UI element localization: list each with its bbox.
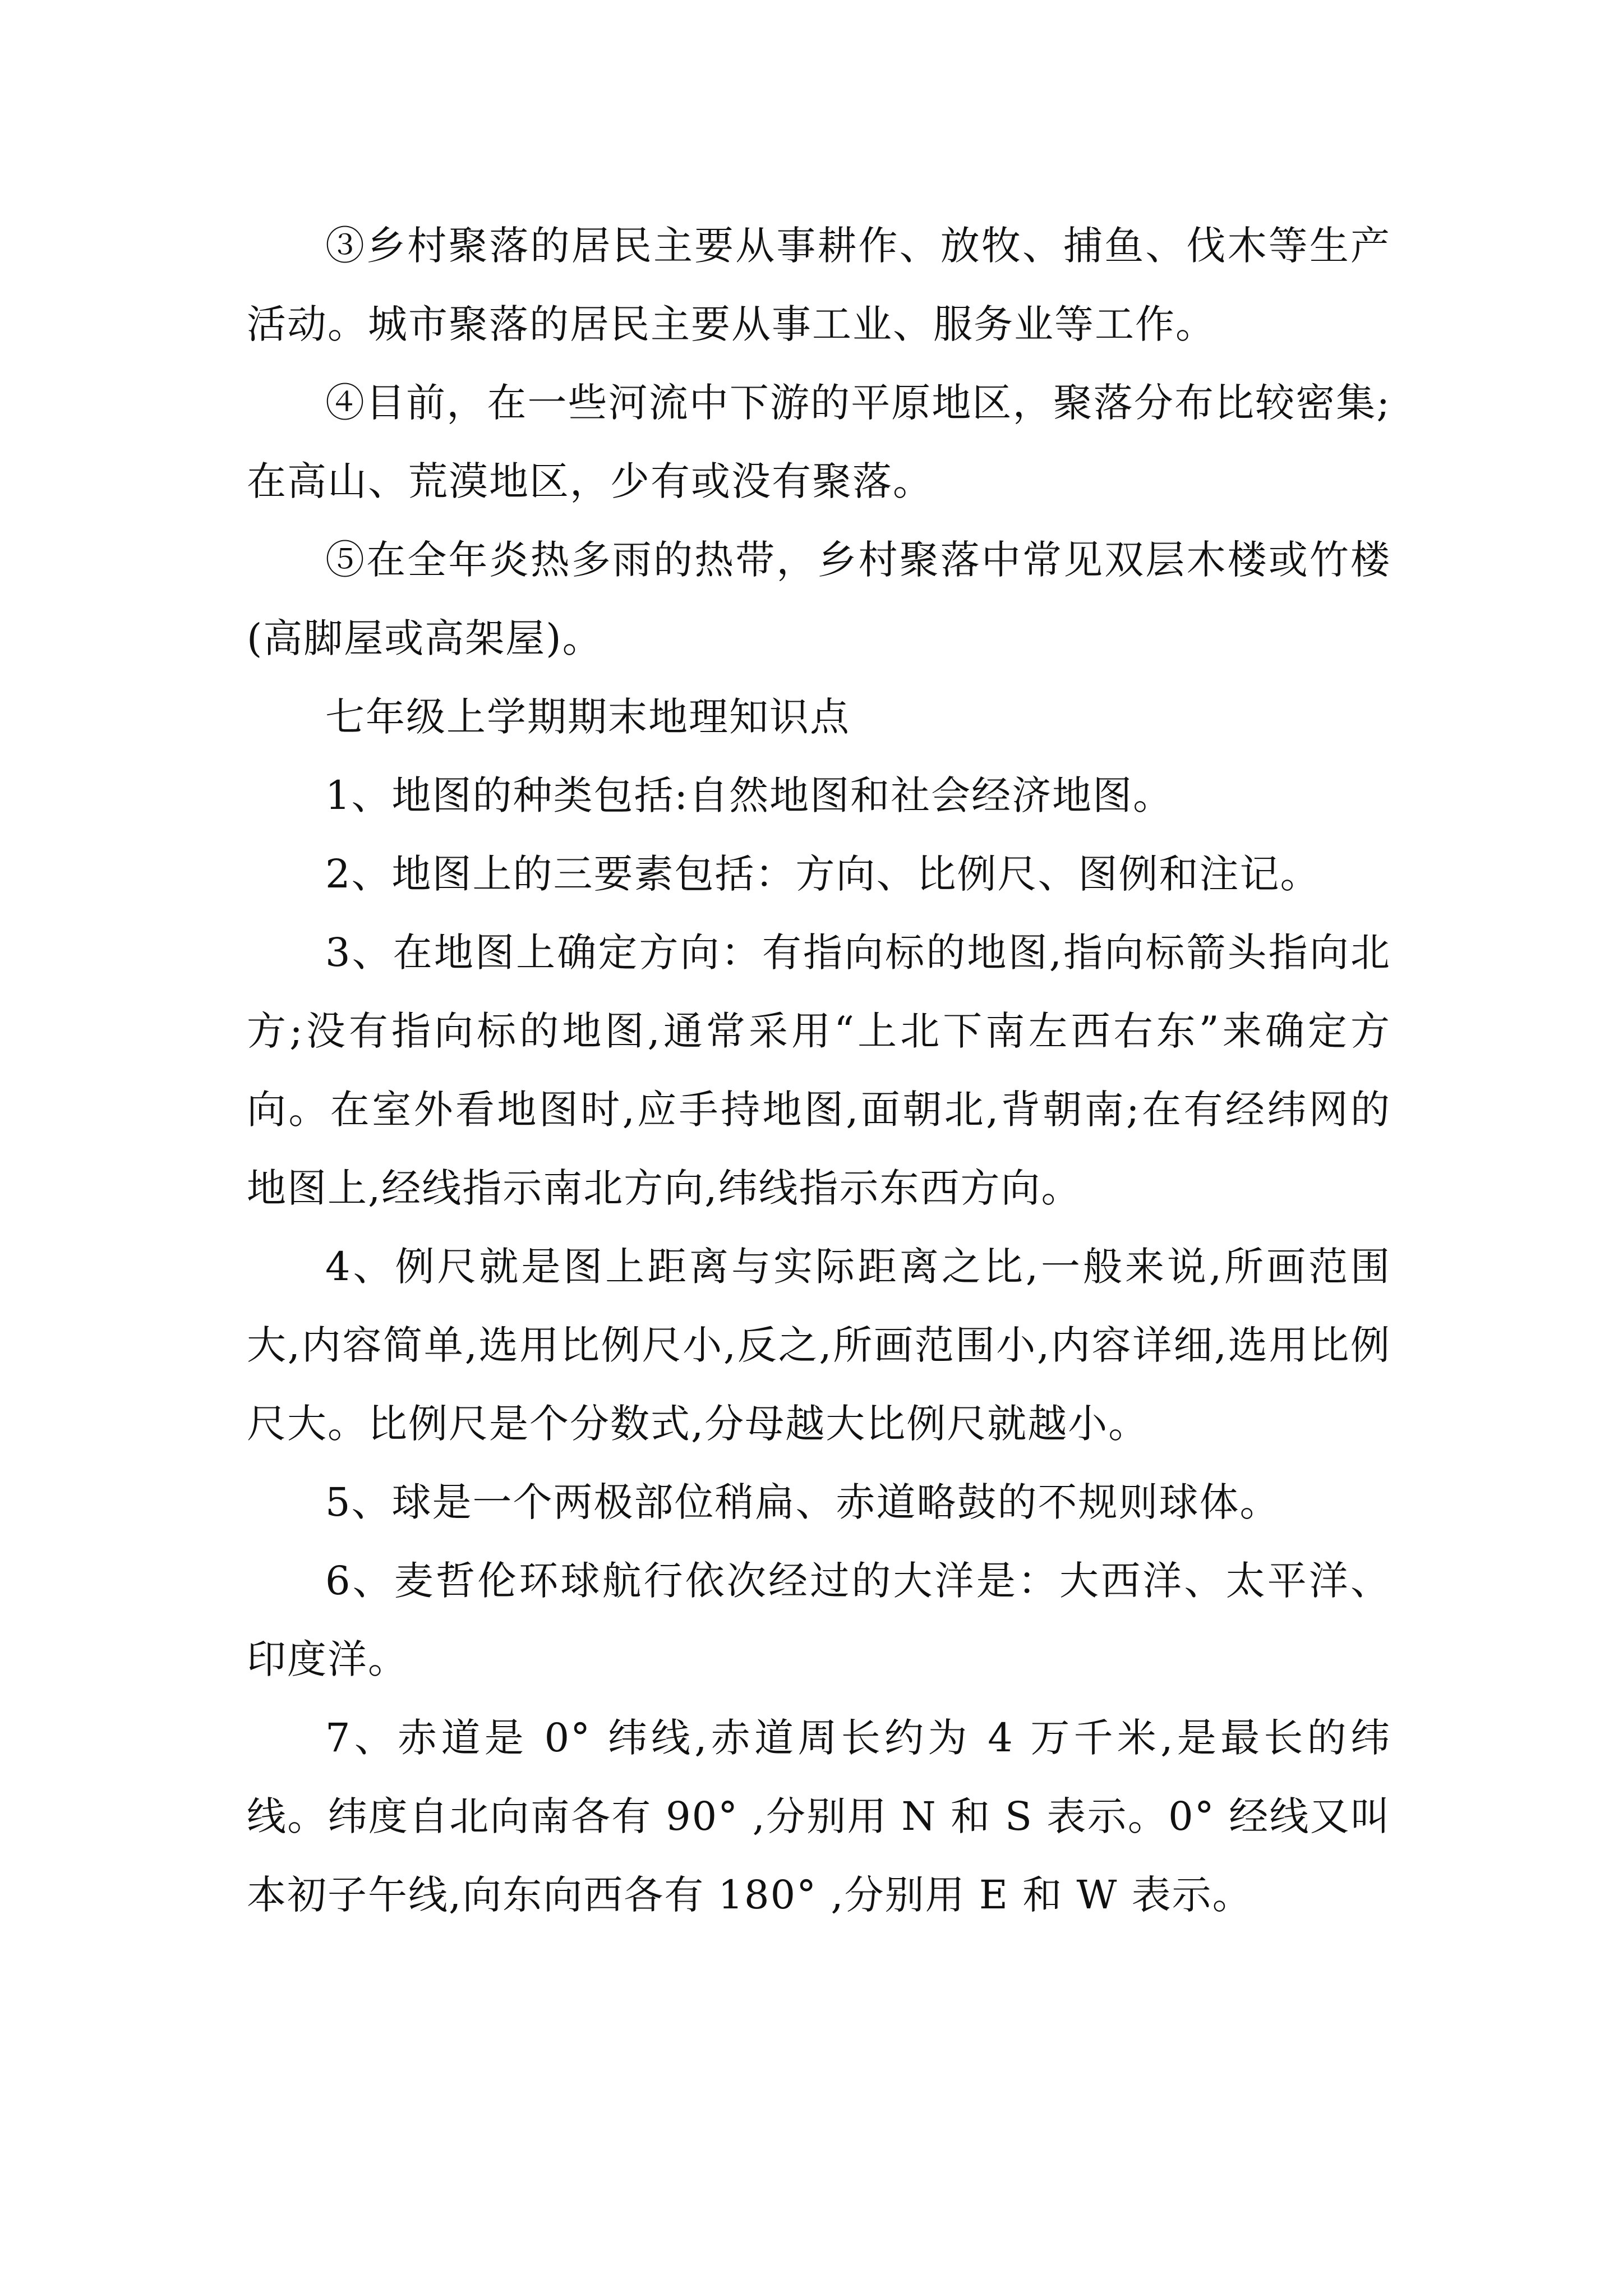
paragraph-settlement-distribution: ④目前，在一些河流中下游的平原地区，聚落分布比较密集;在高山、荒漠地区，少有或没有聚落。 [247,380,1391,504]
paragraph-scale: 4、例尺就是图上距离与实际距离之比,一般来说,所画范围大,内容简单,选用比例尺小,反之,所画范围小,内容详细,选用比例尺大。比例尺是个分数式,分母越大比例尺就越小。 [247,1244,1391,1447]
paragraph-map-direction: 3、在地图上确定方向：有指向标的地图,指向标箭头指向北方;没有指向标的地图,通常采用“上北下南左西右东”来确定方向。在室外看地图时,应手持地图,面朝北,背朝南;在有经纬网的地图上,经线指示南北方向,纬线指示东西方向。 [247,930,1391,1211]
paragraph-settlement-activities: ③乡村聚落的居民主要从事耕作、放牧、捕鱼、伐木等生产活动。城市聚落的居民主要从事工业、服务业等工作。 [247,223,1391,347]
paragraph-earth-shape: 5、球是一个两极部位稍扁、赤道略鼓的不规则球体。 [325,1479,1280,1525]
paragraph-magellan: 6、麦哲伦环球航行依次经过的大洋是：大西洋、太平洋、印度洋。 [247,1558,1391,1682]
paragraph-map-types: 1、地图的种类包括:自然地图和社会经济地图。 [325,772,1174,818]
paragraph-tropical-houses: ⑤在全年炎热多雨的热带，乡村聚落中常见双层木楼或竹楼(高脚屋或高架屋)。 [247,537,1391,661]
document-body [247,206,1391,1934]
paragraph-map-elements: 2、地图上的三要素包括：方向、比例尺、图例和注记。 [325,851,1321,897]
section-heading: 七年级上学期期末地理知识点 [325,694,850,740]
paragraph-latitude-longitude: 7、赤道是 0° 纬线,赤道周长约为 4 万千米,是最长的纬线。纬度自北向南各有 90° ,分别用 N 和 S 表示。0° 经线又叫本初子午线,向东向西各有 180° ,分别用 E 和 W 表示。 [247,1715,1391,1918]
